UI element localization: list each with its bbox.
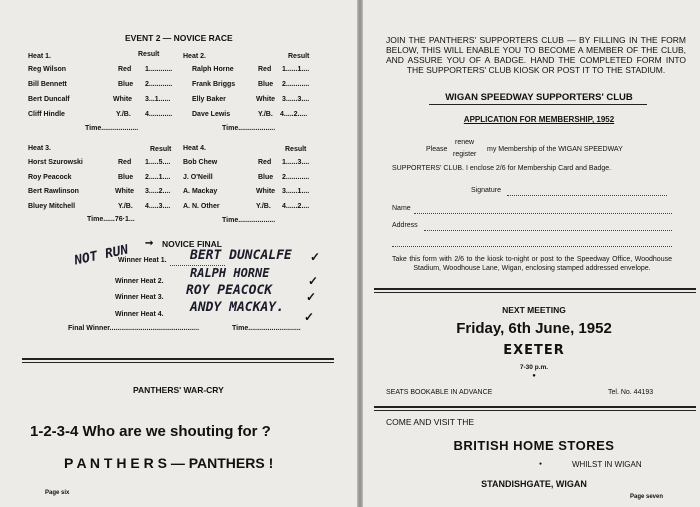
rider-colour: Blue [118, 174, 134, 181]
rider-name: Reg Wilson [28, 66, 67, 73]
rider-name: Horst Szurowski [28, 159, 83, 166]
rider-result: 4......2.... [282, 203, 310, 210]
page-seven [364, 0, 700, 507]
rider-result: 3.....2.... [145, 188, 171, 195]
meeting-time: 7-30 p.m. [519, 364, 549, 371]
final-row-value: BERT DUNCALFE [190, 248, 292, 263]
arrow-icon: ➞ [145, 238, 154, 249]
rider-result: 4.....2..... [280, 111, 308, 118]
bullet-icon: ● [532, 373, 536, 379]
final-row-label: Winner Heat 4. [115, 311, 164, 318]
check-icon: ✓ [308, 274, 319, 288]
rider-colour: Blue [258, 81, 274, 88]
rider-colour: Blue [118, 81, 134, 88]
register-option: register [453, 151, 477, 158]
heat-time: Time................... [85, 125, 139, 132]
signature-field[interactable] [507, 195, 667, 196]
rider-colour: Y./B. [256, 203, 271, 210]
rider-colour: White [256, 188, 276, 195]
rider-colour: Red [118, 159, 132, 166]
please-label: Please [426, 146, 448, 153]
rider-colour: White [115, 188, 135, 195]
rider-colour: Red [258, 66, 272, 73]
check-icon: ✓ [310, 250, 321, 264]
address-label: Address [392, 222, 418, 229]
check-icon: ✓ [306, 290, 317, 304]
rider-colour: Y./B. [118, 203, 133, 210]
heat-1-result-label: Result [138, 51, 160, 58]
table-row [28, 66, 66, 73]
final-time: Time........................... [232, 325, 301, 332]
rider-colour: White [113, 96, 133, 103]
heat-time: Time................... [222, 125, 276, 132]
rider-name: Frank Briggs [192, 81, 236, 88]
divider [22, 358, 334, 363]
final-row-value: ROY PEACOCK [186, 283, 273, 298]
underline [429, 104, 647, 105]
signature-label: Signature [471, 187, 501, 194]
novice-final-title: NOVICE FINAL [162, 239, 222, 249]
address-field[interactable] [424, 230, 672, 231]
heat-3-result-label: Result [150, 146, 172, 153]
rider-colour: Y./B. [258, 111, 273, 118]
final-winner: Final Winner.............................................. [68, 325, 200, 332]
rider-result: 1.....5.... [145, 159, 171, 166]
rider-name: Bert Duncalf [28, 96, 70, 103]
take-text: Take this form with 2/6 to the kiosk to-night or post to the Speedway Office, Woodhouse Stadium, Woodhouse Lane, Wigan, enclosing stamped addressed envelope. [392, 256, 672, 272]
store-name: BRITISH HOME STORES [453, 438, 615, 453]
rider-result: 2............ [282, 174, 310, 181]
rider-name: Elly Baker [192, 96, 226, 103]
warcry-line1: 1-2-3-4 Who are we shouting for ? [30, 423, 271, 440]
meeting-date: Friday, 6th June, 1952 [456, 320, 612, 337]
rider-colour: White [256, 96, 276, 103]
warcry-title: PANTHERS' WAR-CRY [133, 385, 224, 395]
heat-time: Time......76·1... [87, 216, 135, 223]
final-row-value: RALPH HORNE [190, 266, 270, 280]
join-text: JOIN THE PANTHERS' SUPPORTERS CLUB — BY FILLING IN THE FORM BELOW, THIS WILL ENABLE YOU TO BECOME A MEMBER OF THE CLUB, AND ASSURE YOU OF A BADGE. HAND THE COMPLETED FORM INTO THE SUPPORTERS' CLUB KIOSK OR POST IT TO THE STADIUM. [386, 35, 686, 75]
address-field-2[interactable] [392, 246, 672, 247]
heat-2-title: Heat 2. [183, 53, 206, 60]
divider [374, 406, 696, 411]
divider [374, 288, 696, 293]
rider-name: Roy Peacock [28, 174, 72, 181]
whilst-text: WHILST IN WIGAN [572, 460, 642, 469]
rider-result: 2.....1.... [145, 174, 171, 181]
heat-4-title: Heat 4. [183, 145, 206, 152]
rider-result: 3......1.... [282, 188, 310, 195]
heat-2-result-label: Result [288, 53, 310, 60]
final-row-label: Winner Heat 3. [115, 294, 164, 301]
rider-result: 3......3.... [282, 96, 310, 103]
club-title: WIGAN SPEEDWAY SUPPORTERS' CLUB [445, 92, 633, 103]
rider-name: Bill Bennett [28, 81, 67, 88]
rider-result: 1............ [145, 66, 173, 73]
rider-colour: Red [258, 159, 272, 166]
name-field[interactable] [414, 213, 672, 214]
rider-name: Cliff Hindle [28, 111, 65, 118]
rider-result: 2............ [282, 81, 310, 88]
rider-result: 1......1.... [282, 66, 310, 73]
rider-name: Bob Chew [183, 159, 218, 166]
rider-name: Ralph Horne [192, 66, 234, 73]
seats-text: SEATS BOOKABLE IN ADVANCE [386, 389, 493, 396]
membership-text: my Membership of the WIGAN SPEEDWAY [487, 146, 623, 153]
rider-result: 4.....3.... [145, 203, 171, 210]
rider-name: Bert Rawlinson [28, 188, 79, 195]
final-row-label: Winner Heat 1. [118, 257, 167, 264]
enclose-text: SUPPORTERS' CLUB. I enclose 2/6 for Membership Card and Badge. [392, 165, 612, 172]
rider-colour: Blue [258, 174, 274, 181]
rider-name: J. O'Neill [183, 174, 213, 181]
rider-name: Dave Lewis [192, 111, 231, 118]
next-meeting-title: NEXT MEETING [502, 305, 566, 315]
rider-result: 2............ [145, 81, 173, 88]
bullet-icon: ● [539, 461, 543, 467]
rider-colour: Red [118, 66, 132, 73]
rider-name: A. N. Other [183, 203, 220, 210]
heat-time: Time................... [222, 217, 276, 224]
rider-name: A. Mackay [183, 188, 218, 195]
heat-3-title: Heat 3. [28, 145, 51, 152]
renew-option: renew [455, 139, 475, 146]
tel-text: Tel. No. 44193 [608, 389, 654, 396]
application-title: APPLICATION FOR MEMBERSHIP, 1952 [463, 115, 615, 124]
event-title: EVENT 2 — NOVICE RACE [125, 33, 233, 43]
come-visit-text: COME AND VISIT THE [386, 417, 475, 427]
check-icon: ✓ [304, 310, 315, 324]
final-row-label: Winner Heat 2. [115, 278, 164, 285]
warcry-line2: P A N T H E R S — PANTHERS ! [64, 455, 274, 471]
heat-1-title: Heat 1. [28, 53, 51, 60]
not-run-note: NOT RUN [73, 242, 130, 269]
rider-result: 1......3.... [282, 159, 310, 166]
final-row-value: ANDY MACKAY. [190, 300, 284, 315]
heat-4-result-label: Result [285, 146, 307, 153]
page-gutter [357, 0, 363, 507]
store-address: STANDISHGATE, WIGAN [481, 479, 587, 489]
rider-result: 3...1...... [145, 96, 171, 103]
page-number: Page seven [630, 494, 664, 500]
rider-name: Bluey Mitchell [28, 203, 76, 210]
rider-result: 4............ [145, 111, 173, 118]
name-label: Name [392, 205, 411, 212]
rider-colour: Y./B. [116, 111, 131, 118]
page-number: Page six [45, 490, 70, 496]
opponent: EXETER [503, 343, 565, 358]
